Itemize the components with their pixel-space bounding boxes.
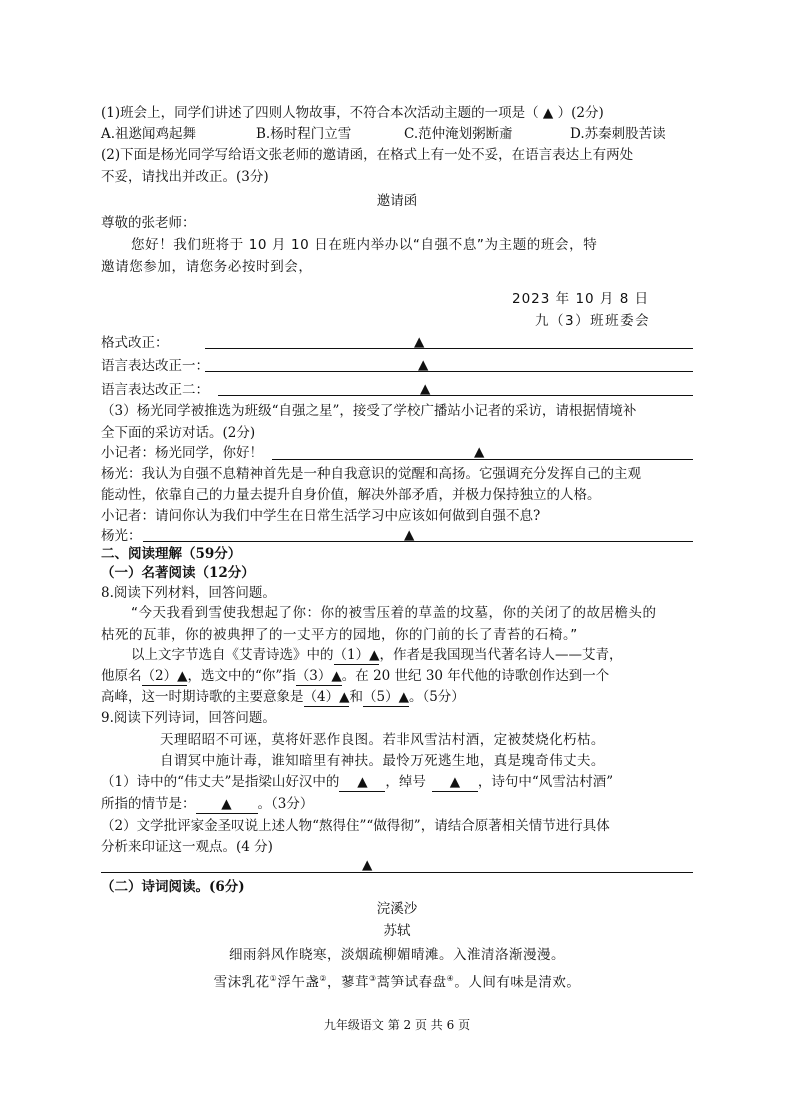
answer-mark: ▲ bbox=[362, 857, 373, 873]
answer-mark: ▲ bbox=[404, 527, 415, 543]
fix-format-line[interactable] bbox=[205, 348, 693, 349]
poem-line2-e: 。人间有味是清欢。 bbox=[454, 974, 581, 991]
q9-intro: 9.阅读下列诗词，回答问题。 bbox=[101, 710, 276, 726]
yang-answer1-line1: 杨光：我认为自强不息精神首先是一种自我意识的觉醒和高扬。它强调充分发挥自己的主观 bbox=[101, 466, 641, 482]
footnote-ref-4: ④ bbox=[446, 974, 455, 983]
part1-heading: （一）名著阅读（12分） bbox=[101, 565, 255, 581]
footnote-ref-1: ① bbox=[269, 974, 278, 983]
q8-quote-line2: 枯死的瓦菲，你的被典押了的一丈平方的园地，你的门前的长了青苔的石椅。” bbox=[101, 627, 578, 643]
q9-sub2-line1: （2）文学批评家金圣叹说上述人物“熬得住”“做得彻”，请结合原著相关情节进行具体 bbox=[101, 818, 610, 834]
footnote-ref-3: ③ bbox=[369, 974, 377, 983]
option-c: C.范仲淹划粥断齑 bbox=[404, 126, 513, 142]
part2-heading: （二）诗词阅读。(6分) bbox=[101, 879, 245, 895]
reporter-line1: 小记者：杨光同学，你好！ bbox=[101, 445, 263, 461]
poem-line2-a: 雪沫乳花 bbox=[213, 974, 270, 991]
letter-salutation: 尊敬的张老师： bbox=[101, 215, 196, 231]
q8-line3 bbox=[101, 688, 465, 707]
footnote-ref-2: ② bbox=[319, 974, 327, 983]
fix-lang2-line[interactable] bbox=[218, 395, 693, 396]
poem-line2-b: 浮午盏 bbox=[277, 974, 320, 991]
q7-sub2-line2: 不妥，请找出并改正。(3分) bbox=[101, 169, 269, 185]
q8-line1-b: ，作者是我国现当代著名诗人——艾青， bbox=[379, 647, 623, 663]
yang-answer1-line2: 能动性，依靠自己的力量去提升自身价值，解决外部矛盾，并极力保持独立的人格。 bbox=[101, 487, 601, 503]
q9-sub2-line2: 分析来印证这一观点。(4 分) bbox=[101, 839, 273, 855]
fix-lang1-line[interactable] bbox=[205, 371, 693, 372]
poem-line2-c: ，蓼茸 bbox=[327, 974, 369, 991]
blank-nickname[interactable]: ▲ bbox=[432, 773, 478, 792]
reporter-line2: 小记者：请问你认为我们中学生在日常生活学习中应该如何做到自强不息? bbox=[101, 508, 541, 524]
poem-line2 bbox=[0, 970, 794, 992]
poem-line1: 细雨斜风作晓寒，淡烟疏柳媚晴滩。入淮清洛渐漫漫。 bbox=[229, 947, 565, 963]
poem-author: 苏轼 bbox=[383, 923, 411, 939]
q9-sub1-line2-a: 所指的情节是： bbox=[101, 796, 196, 812]
yang-answer-line[interactable] bbox=[143, 541, 693, 542]
answer-mark: ▲ bbox=[420, 381, 431, 397]
q8-quote-line1: “今天我看到雪使我想起了你：你的被雪压着的草盖的坟墓，你的关闭了的故居檐头的 bbox=[131, 605, 657, 621]
q8-line2-b: ，选文中的“你”指 bbox=[187, 668, 296, 684]
answer-mark: ▲ bbox=[474, 444, 485, 460]
blank-1[interactable]: （1）▲ bbox=[333, 647, 380, 663]
blank-4[interactable]: （4）▲ bbox=[303, 689, 350, 705]
yang-line2: 杨光： bbox=[101, 528, 142, 544]
q7-sub1: (1)班会上，同学们讲述了四则人物故事，不符合本次活动主题的一项是（ ▲ ）(2分) bbox=[101, 105, 604, 121]
answer-mark: ▲ bbox=[418, 357, 429, 373]
fix-lang1-label: 语言表达改正一： bbox=[101, 358, 209, 374]
q9-sub1-line1 bbox=[101, 773, 613, 792]
option-a: A.祖逖闻鸡起舞 bbox=[101, 126, 197, 142]
q8-line3-a: 高峰，这一时期诗歌的主要意象是 bbox=[101, 689, 304, 705]
letter-title: 邀请函 bbox=[376, 193, 418, 209]
letter-signer: 九（3）班班委会 bbox=[535, 313, 651, 329]
poem-title: 浣溪沙 bbox=[376, 901, 418, 917]
blank-3[interactable]: （3）▲ bbox=[295, 668, 342, 684]
q9-poem-line2: 自谓冥中施计毒，谁知暗里有神扶。最怜万死逃生地，真是瑰奇伟丈夫。 bbox=[160, 753, 605, 769]
q9-sub1-line2-b: 。（3分） bbox=[257, 796, 314, 812]
blank-hero-name[interactable]: ▲ bbox=[339, 773, 385, 792]
blank-5[interactable]: （5）▲ bbox=[362, 689, 409, 705]
blank-plot[interactable]: ▲ bbox=[196, 795, 258, 814]
q9-sub1-c: ，诗句中“风雪沽村酒” bbox=[477, 774, 614, 790]
q9-poem-line1: 天理昭昭不可诬，莫将奸恶作良图。若非风雪沽村酒，定被焚烧化朽枯。 bbox=[160, 732, 605, 748]
q7-sub3-line1: （3）杨光同学被推选为班级“自强之星”，接受了学校广播站小记者的采访，请根据情境补 bbox=[101, 403, 637, 419]
q7-sub2-line1: (2)下面是杨光同学写给语文张老师的邀请函，在格式上有一处不妥，在语言表达上有两处 bbox=[101, 147, 634, 163]
blank-2[interactable]: （2）▲ bbox=[141, 668, 188, 684]
poem-line2-d: 蒿笋试春盘 bbox=[376, 974, 447, 991]
option-b: B.杨时程门立雪 bbox=[256, 126, 352, 142]
q9-sub1-b: ，绰号 bbox=[385, 774, 426, 790]
q7-sub3-line2: 全下面的采访对话。(2分) bbox=[101, 425, 256, 441]
q8-line3-b: 和 bbox=[349, 689, 363, 705]
letter-body-line1: 您好！我们班将于 10 月 10 日在班内举办以“自强不息”为主题的班会，特 bbox=[131, 237, 598, 253]
q8-intro: 8.阅读下列材料，回答问题。 bbox=[101, 585, 276, 601]
q9-sub1-line2 bbox=[101, 795, 313, 814]
fix-lang2-label: 语言表达改正二： bbox=[101, 382, 209, 398]
q8-line3-c: 。（5分） bbox=[408, 689, 465, 705]
q8-line2 bbox=[101, 667, 609, 686]
answer-mark: ▲ bbox=[414, 334, 425, 350]
q8-line2-a: 他原名 bbox=[101, 668, 142, 684]
q9-sub1-a: （1）诗中的“伟丈夫”是指梁山好汉中的 bbox=[101, 774, 340, 790]
letter-date: 2023 年 10 月 8 日 bbox=[512, 291, 650, 307]
letter-body-line2: 邀请您参加，请您务必按时到会， bbox=[101, 259, 313, 275]
q8-line1-a: 以上文字节选自《艾青诗选》中的 bbox=[131, 647, 334, 663]
section-heading: 二、阅读理解（59分） bbox=[101, 546, 242, 562]
option-d: D.苏秦刺股苦读 bbox=[570, 126, 666, 142]
page-footer: 九年级语文 第 2 页 共 6 页 bbox=[323, 1018, 471, 1032]
q9-answer-line[interactable] bbox=[101, 872, 693, 873]
q8-line2-c: 。在 20 世纪 30 年代他的诗歌创作达到一个 bbox=[341, 668, 610, 684]
q8-line1 bbox=[131, 646, 622, 665]
fix-format-label: 格式改正： bbox=[101, 335, 169, 351]
